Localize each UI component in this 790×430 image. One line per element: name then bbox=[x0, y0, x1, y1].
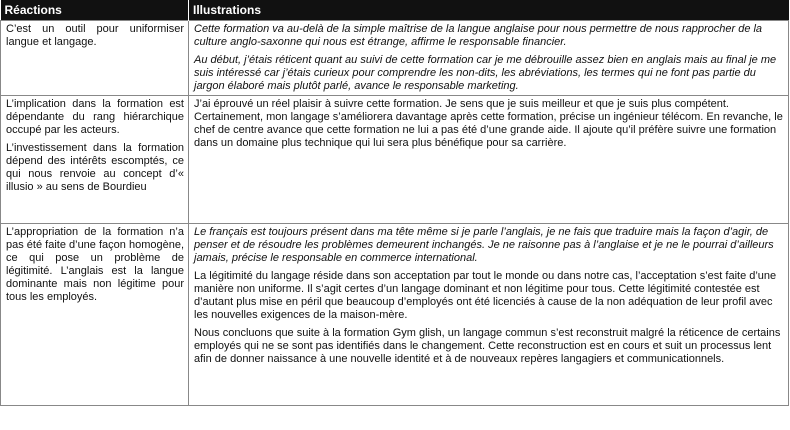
illustration-quote: Au début, j’étais réticent quant au suivi de cette formation car je me débrouille assez bien en anglais mais au final je me suis intéressé car j’étais curieux pour comprendre les non-dits, les abréviations, les termes qui ne font pas partie du jargon élaboré mais plutôt parlé, avance le responsable marketing. bbox=[194, 54, 777, 92]
illustration-quote: J’ai éprouvé un réel plaisir à suivre cette formation. Je sens que je suis meilleur et que je suis plus compétent. Certainement, mon langage s’améliorera davantage après cette formation, précise un ingénieur télécom. En revanche, le chef de centre avance que cette formation ne lui a pas été d’une grande aide. Il ajoute qu’il préfère suivre une formation dans un domaine plus technique qui lui sera plus bénéfique pour sa carrière. bbox=[194, 98, 783, 149]
reaction-text: L’appropriation de la formation n’a pas été faite d’une façon homogène, ce qui pose un problème de légitimité. L’anglais est la langue dominante mais non légitime pour tous les employés. bbox=[6, 226, 184, 303]
header-row bbox=[1, 0, 789, 21]
reaction-text: C’est un outil pour uniformiser langue et langage. bbox=[6, 23, 184, 48]
illustration-quote: Cette formation va au-delà de la simple maîtrise de la langue anglaise pour nous permettre de nous rapprocher de la culture anglo-saxonne qui nous est étrange, affirme le responsable financier. bbox=[194, 23, 763, 48]
reaction-text: L’implication dans la formation est dépendante du rang hiérarchique occupé par les acteurs. bbox=[6, 98, 184, 136]
reaction-text: L’investissement dans la formation dépend des intérêts escomptés, ce qui nous renvoie au concept d’« illusio » au sens de Bourdieu bbox=[6, 142, 184, 193]
table-row bbox=[1, 96, 789, 224]
reaction-cell bbox=[1, 224, 189, 406]
illustration-quote: Le français est toujours présent dans ma tête même si je parle l’anglais, je ne fais que traduire mais la façon d’agir, de penser et de résoudre les problèmes demeurent inchangés. Je ne raisonne pas à l’anglaise et je ne le pourrai d’ailleurs jamais, précise le responsable en commerce international. bbox=[194, 226, 774, 264]
illustration-cell bbox=[189, 224, 789, 406]
illustration-cell bbox=[189, 21, 789, 96]
header-illustrations: Illustrations bbox=[189, 0, 789, 21]
table-row bbox=[1, 224, 789, 406]
illustration-paragraph: Nous concluons que suite à la formation Gym glish, un langage commun s’est reconstruit malgré la réticence de certains employés qui ne se sont pas identifiés dans le changement. Cette reconstruction est en cours et suit un processus lent afin de donner naissance à une nouvelle identité et à de nouveaux repères langagiers et communicationnels. bbox=[194, 327, 781, 365]
reaction-cell bbox=[1, 96, 189, 224]
table-row bbox=[1, 21, 789, 96]
reaction-cell bbox=[1, 21, 189, 96]
illustration-paragraph: La légitimité du langage réside dans son acceptation par tout le monde ou dans notre cas, l’acceptation s’est faite d’une manière non uniforme. Il s’agit certes d’un langage dominant et non légitime pour tous. Cette légitimité contestée est d’autant plus mise en péril que beaucoup d’employés ont été licenciés à cause de la non adéquation de leur profil avec les nouvelles exigences de la maison-mère. bbox=[194, 270, 777, 321]
illustration-cell bbox=[189, 96, 789, 224]
header-reactions: Réactions bbox=[1, 0, 189, 21]
